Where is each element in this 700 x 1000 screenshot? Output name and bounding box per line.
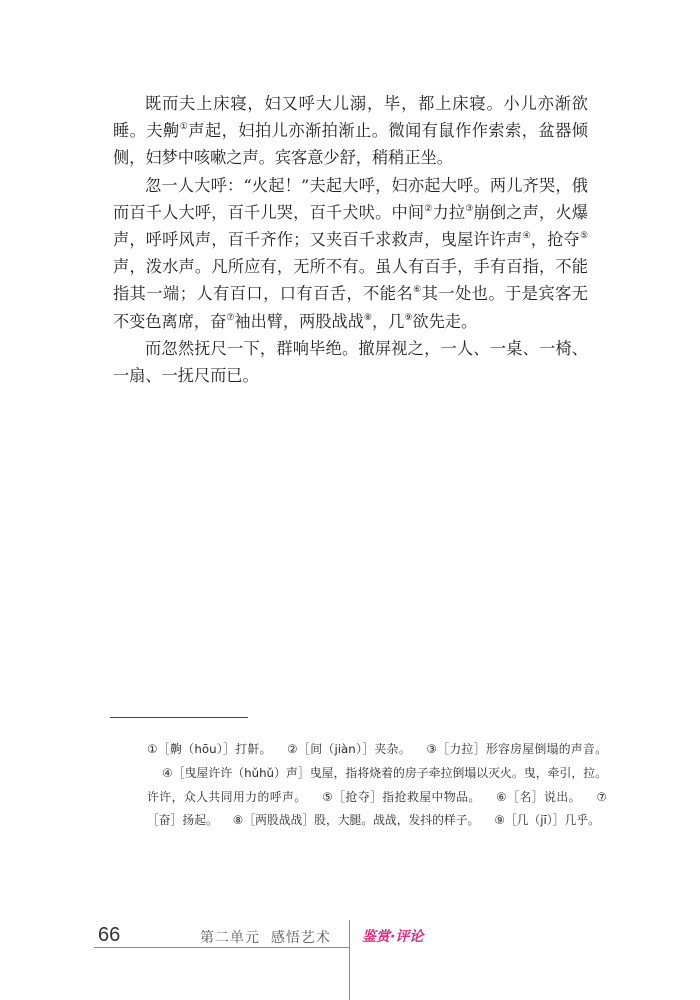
footnote-marker: ⑧ <box>363 312 372 323</box>
paragraph-text: 崩倒之声，火爆声，呼呼风声，百千齐作；又夹百千求救声，曳屋许许声 <box>113 202 589 250</box>
footnote-marker: ① <box>179 122 189 133</box>
footnote-item: ⑧［两股战战］股，大腿。战战，发抖的样子。 <box>232 813 480 828</box>
footnote-marker: ④ <box>522 231 531 242</box>
paragraph-2 <box>113 172 588 335</box>
paragraph-text: 其一处也。于是宾客无不变色离席，奋 <box>113 284 589 331</box>
paragraph-3 <box>113 335 588 389</box>
paragraph-text: 声，泼水声。凡所应有，无所不有。虽人有百手，手有百指，不能指其一端；人有百口，口有百舌，不能名 <box>113 257 588 304</box>
footnote-item: ④［曳屋许许（hǔhǔ）声］曳屋，指将烧着的房子牵拉倒塌以灭火。曳，牵引，拉。许许，众人共同用力的呼声。 <box>147 765 607 804</box>
footnote-item: ⑥［名］说出。 <box>495 789 581 804</box>
footnotes <box>147 738 607 833</box>
paragraph-text: 而忽然抚尺一下，群响毕绝。撤屏视之，一人、一桌、一椅、一扇、一抚尺而已。 <box>113 338 588 386</box>
unit-title: 第二单元 感悟艺术 <box>200 930 331 946</box>
paragraph-1 <box>113 90 588 172</box>
paragraph-text: 声起，妇拍儿亦渐拍渐止。微闻有鼠作作索索，盆器倾侧，妇梦中咳嗽之声。宾客意少舒，稍稍正坐。 <box>113 121 588 168</box>
footnote-item: ②［间（jiàn）］夹杂。 <box>286 742 411 756</box>
paragraph-text: 欲先走。 <box>412 311 478 331</box>
footnote-marker: ⑨ <box>404 312 413 323</box>
paragraph-text: 忽一人大呼：“火起！”夫起大呼，妇亦起大呼。两儿齐哭，俄而百千人大呼，百千儿哭，百千犬吠。中间 <box>113 175 588 222</box>
footer-vertical-divider <box>349 920 350 1000</box>
footnote-divider <box>110 717 248 718</box>
page-number: 66 <box>98 924 121 946</box>
footnote-marker: ② <box>424 203 433 214</box>
footnote-item: ③［力拉］形容房屋倒塌的声音。 <box>425 742 608 756</box>
main-text <box>113 90 588 389</box>
footnote-marker: ⑥ <box>413 285 422 296</box>
footnotes-text <box>147 738 607 833</box>
footnote-item: ⑤［抢夺］指抢救屋中物品。 <box>321 789 481 804</box>
footnote-item: ⑨［几（jī）］几乎。 <box>494 813 600 828</box>
paragraph-text: ，抢夺 <box>530 230 580 250</box>
paragraph-text: 袖出臂，两股战战 <box>234 311 364 331</box>
footnote-item: ⑦［奋］扬起。 <box>147 789 608 828</box>
paragraph-text: 既而夫上床寝，妇又呼大儿溺，毕，都上床寝。小儿亦渐欲睡。夫齁 <box>113 94 588 141</box>
footnote-marker: ⑦ <box>226 312 235 323</box>
footnote-marker: ⑤ <box>579 231 589 242</box>
paragraph-text: ，几 <box>371 311 405 331</box>
footer-divider <box>94 947 349 948</box>
footnote-marker: ③ <box>465 203 474 214</box>
footnote-item: ①［齁（hōu）］打鼾。 <box>147 742 272 756</box>
section-label: 鉴赏·评论 <box>362 929 424 945</box>
paragraph-text: 力拉 <box>432 202 466 222</box>
